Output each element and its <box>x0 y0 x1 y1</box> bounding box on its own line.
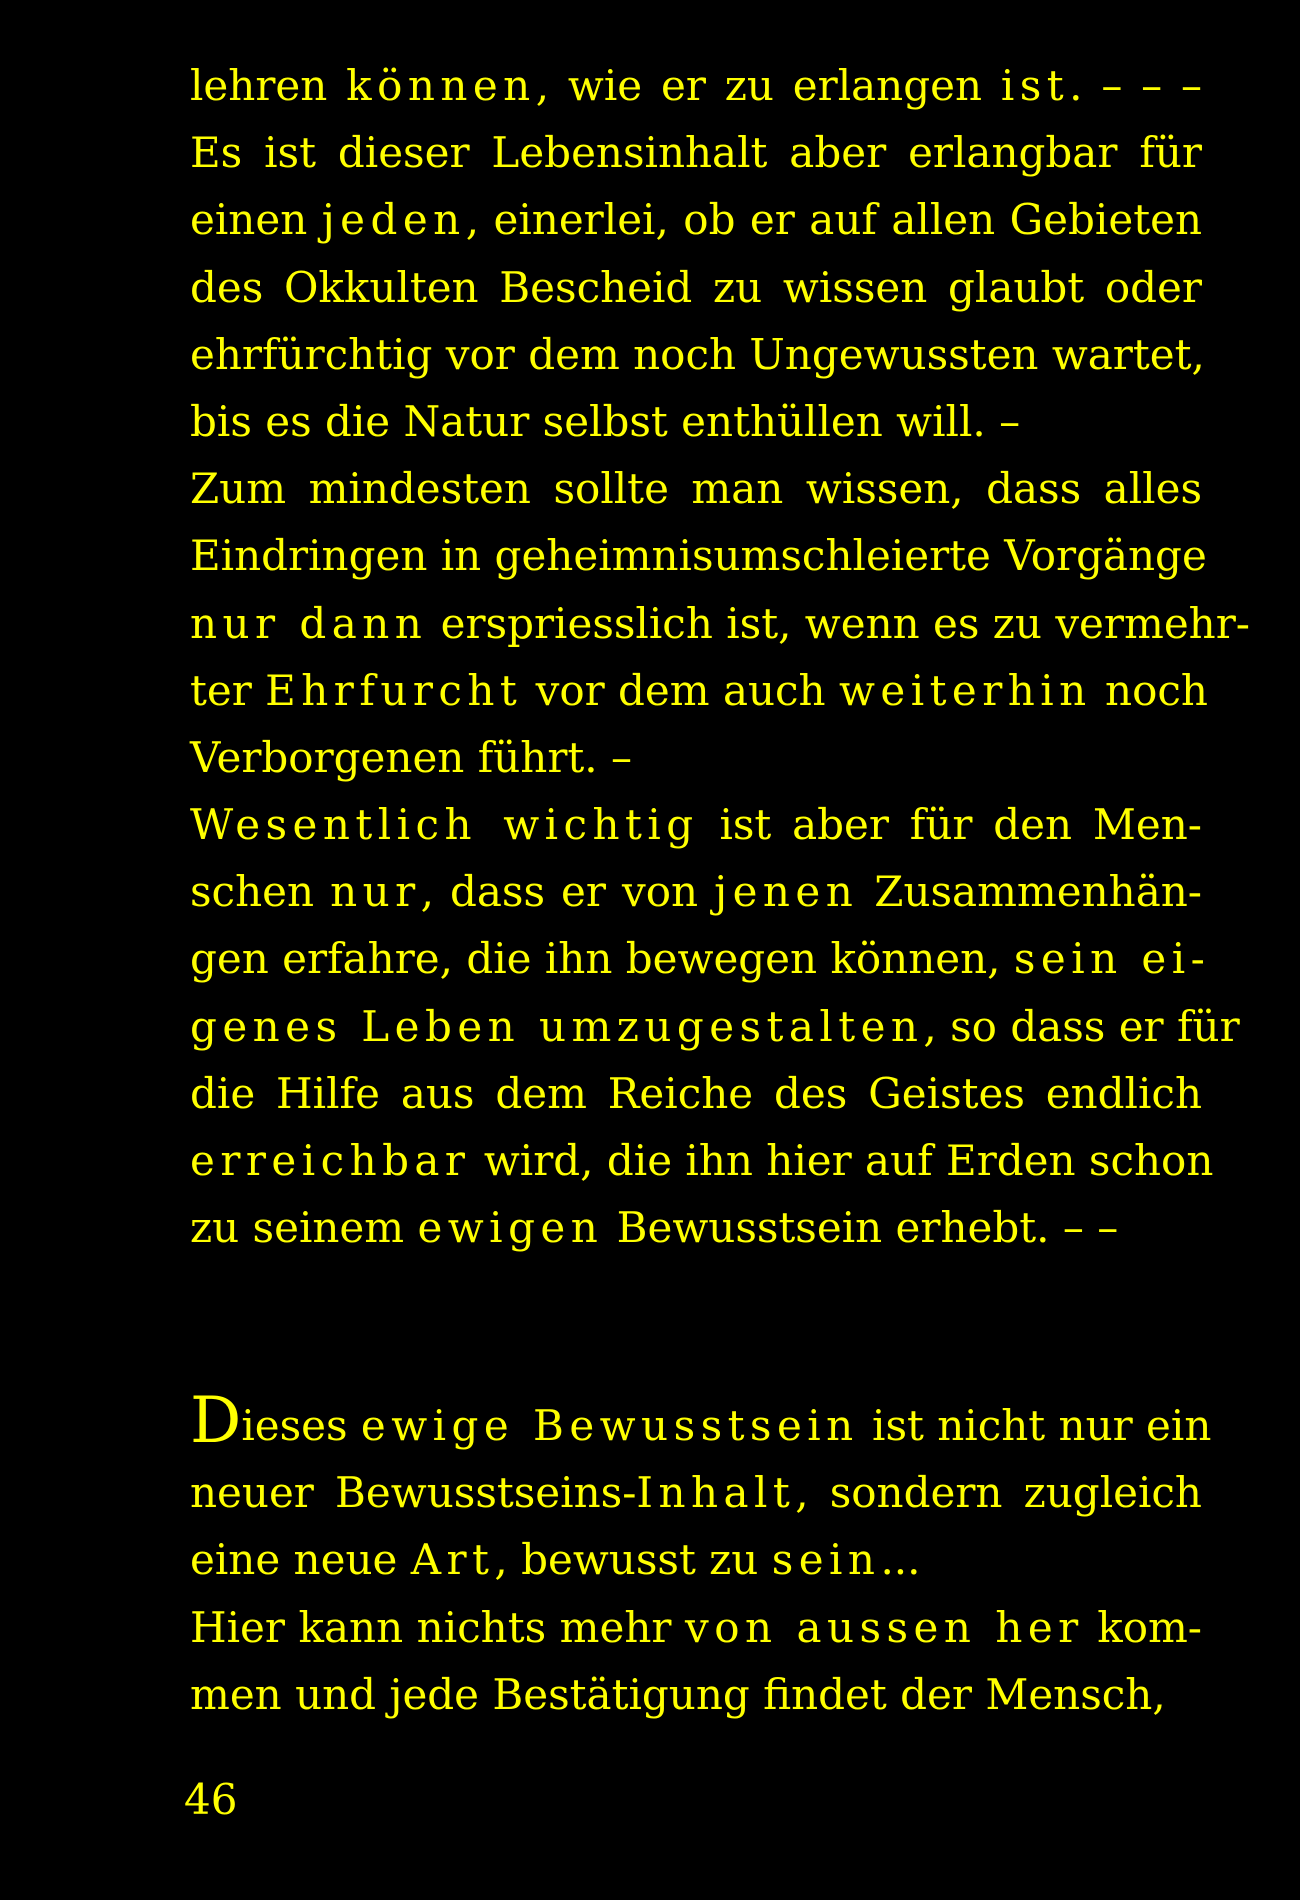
spaced-emphasis: genes Leben umzugestalten <box>190 1001 924 1051</box>
spaced-emphasis: Inhalt <box>636 1468 796 1518</box>
text-block-lower <box>190 1384 1212 1728</box>
text-line <box>190 119 1202 186</box>
text-run: ist aber für den Men- <box>698 800 1202 850</box>
text-run: ist nicht nur ein <box>858 1401 1212 1450</box>
text-run: noch <box>1091 665 1208 715</box>
spaced-emphasis: sein <box>771 1535 881 1585</box>
spaced-emphasis: jenen <box>714 867 859 917</box>
text-line <box>190 1594 1202 1661</box>
text-run: des Okkulten Bescheid zu wissen glaubt oder <box>190 262 1202 312</box>
text-line <box>190 186 1202 253</box>
text-line <box>190 321 1205 388</box>
drop-cap: D <box>190 1384 242 1458</box>
text-run: , einerlei, ob er auf allen Gebieten <box>465 195 1202 245</box>
spaced-emphasis: weiterhin <box>838 665 1092 715</box>
text-run: gen erfahre, die ihn bewegen können, <box>190 934 1014 984</box>
text-run: die Hilfe aus dem Reiche des Geistes endlich <box>190 1068 1202 1118</box>
text-line <box>190 993 1240 1060</box>
text-run: Verborgenen führt. – <box>190 732 633 782</box>
text-run: . – – – <box>1069 61 1203 110</box>
text-run: einen <box>190 195 322 245</box>
text-run: schen <box>190 867 331 917</box>
spaced-emphasis: nur <box>330 867 421 917</box>
text-run: , bewusst zu <box>494 1535 772 1585</box>
text-line <box>190 724 1202 791</box>
text-block-upper <box>190 52 1250 1261</box>
text-run: Eindringen in geheimnisumschleierte Vorgänge <box>190 531 1207 581</box>
text-line <box>190 52 1202 119</box>
text-line <box>190 1459 1202 1526</box>
page-number: 46 <box>184 1775 238 1824</box>
text-run: eine neue <box>190 1535 411 1585</box>
spaced-emphasis: können <box>346 61 536 110</box>
text-run: vor dem auch <box>522 665 839 715</box>
spaced-emphasis: jeden <box>321 195 466 245</box>
spaced-emphasis: Ehrfurcht <box>265 665 523 715</box>
text-line <box>190 455 1202 522</box>
text-run: bis es die Natur selbst enthüllen will. – <box>190 396 1021 446</box>
paragraph <box>190 1594 1202 1728</box>
text-run: ... <box>880 1535 921 1585</box>
text-run: ieses <box>241 1401 361 1450</box>
text-run: , sondern zugleich <box>795 1468 1202 1518</box>
paragraph <box>190 455 1250 791</box>
spaced-emphasis: ewigen <box>417 1203 604 1253</box>
text-line <box>190 1194 1202 1261</box>
text-line <box>190 1661 1202 1728</box>
text-run: ehrfürchtig vor dem noch Ungewussten wartet, <box>190 329 1205 379</box>
text-run: , wie er zu erlangen <box>535 61 1001 110</box>
text-line <box>190 522 1207 589</box>
spaced-emphasis: nur dann <box>190 598 428 648</box>
text-run: , so dass er für <box>923 1001 1240 1051</box>
text-line <box>190 1384 1212 1459</box>
text-line <box>190 1060 1202 1127</box>
spaced-emphasis: ewige Bewusstsein <box>360 1401 859 1450</box>
text-line <box>190 1127 1214 1194</box>
text-run: men und jede Bestätigung findet der Mensch, <box>190 1669 1166 1719</box>
text-line <box>190 590 1250 657</box>
spaced-emphasis: ist <box>1000 61 1070 110</box>
text-line <box>190 858 1202 925</box>
text-run: neuer Bewusstseins- <box>190 1468 637 1518</box>
spaced-emphasis: von aussen her <box>685 1602 1084 1652</box>
text-line <box>190 791 1202 858</box>
text-run: wird, die ihn hier auf Erden schon <box>470 1136 1214 1185</box>
text-line <box>190 657 1208 724</box>
text-line <box>190 388 1202 455</box>
text-run: Bewusstsein erhebt. – – <box>603 1203 1119 1253</box>
text-run: Es ist dieser Lebensinhalt aber erlangbar für <box>190 128 1202 178</box>
spaced-emphasis: Art <box>410 1535 495 1585</box>
text-line <box>190 925 1211 992</box>
spaced-emphasis: Wesentlich wichtig <box>190 800 699 850</box>
text-run: , dass er von <box>420 867 715 917</box>
text-run: Hier kann nichts mehr <box>190 1602 686 1652</box>
text-run: zu seinem <box>190 1203 418 1253</box>
paragraph <box>190 52 1205 455</box>
text-run: Zusammenhän- <box>858 867 1202 917</box>
text-run: Zum mindesten sollte man wissen, dass alles <box>190 464 1202 514</box>
text-run: ter <box>190 665 266 715</box>
paragraph <box>190 791 1240 1261</box>
text-run: erspriesslich ist, wenn es zu vermehr- <box>427 598 1250 648</box>
text-run: lehren <box>190 61 347 110</box>
spaced-emphasis: erreichbar <box>190 1136 471 1185</box>
text-line <box>190 254 1202 321</box>
text-run: kom- <box>1083 1602 1202 1652</box>
paragraph <box>190 1384 1212 1594</box>
text-line <box>190 1526 1202 1593</box>
spaced-emphasis: sein ei- <box>1013 934 1211 984</box>
